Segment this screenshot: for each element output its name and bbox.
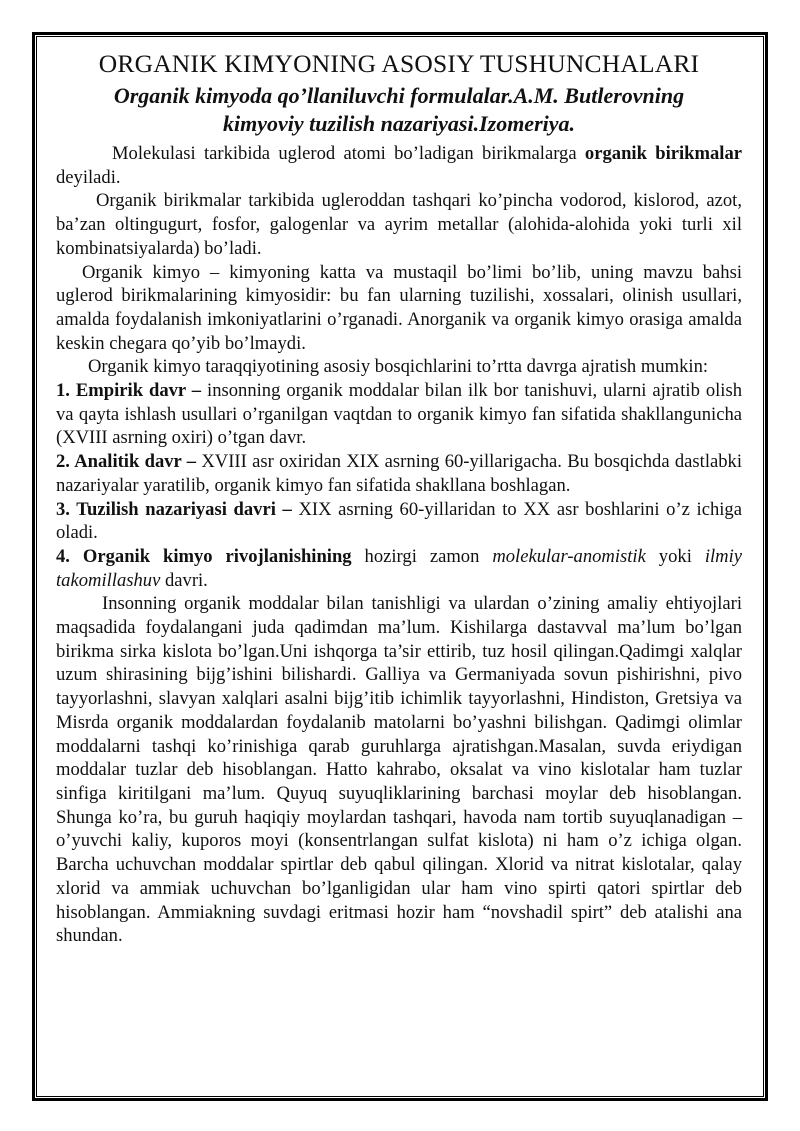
- period-4-heading: 4. Organik kimyo rivojlanishining: [56, 545, 352, 567]
- period-1-text: insonning organik moddalar bilan ilk bor tanishuvi, ularni ajratib olish va qayta ishlash usullari o’rganilgan vaqtdan to organik kimyo fan sifatida shakllangunicha (XVIII asrning oxiri) o’tgan davr.: [56, 380, 743, 449]
- period-3-item: [56, 498, 742, 545]
- definition-term: organik birikmalar: [584, 143, 742, 164]
- period-4-text-3: davri.: [160, 569, 208, 591]
- period-3-heading: 3. Tuzilish nazariyasi davri –: [56, 498, 292, 520]
- period-2-heading: 2. Analitik davr –: [56, 451, 197, 473]
- period-3-text: XIX asrning 60-yillaridan to XX asr boshlarini o’z ichiga oladi.: [56, 498, 742, 544]
- subtitle-line-1: Organik kimyoda qo’llaniluvchi formulalar.A.M. Butlerovning: [113, 83, 685, 108]
- period-1-item: [56, 379, 742, 450]
- paragraph-definition: [56, 142, 742, 189]
- period-4-text-1: hozirgi zamon: [351, 545, 493, 567]
- period-4-item: [56, 545, 742, 592]
- period-2-text: XVIII asr oxiridan XIX asrning 60-yillarigacha. Bu bosqichda dastlabki nazariyalar yaratilib, organik kimyo fan sifatida shakllana boshlagan.: [56, 451, 743, 496]
- period-2-item: [56, 450, 742, 497]
- definition-text-1: Molekulasi tarkibida uglerod atomi bo’ladigan birikmalarga: [112, 143, 585, 164]
- paragraph-composition: Organik birikmalar tarkibida ugleroddan tashqari ko’pincha vodorod, kislorod, azot, ba’zan oltingugurt, fosfor, galogenlar va ayrim metallar (alohida-alohida yoki turli xil kombinatsiyalarda) bo’ladi.: [56, 190, 742, 259]
- period-4-italic-1: molekular-anomistik: [492, 545, 646, 567]
- paragraph-stages-intro: Organik kimyo taraqqiyotining asosiy bosqichlarini to’rtta davrga ajratish mumkin:: [88, 356, 709, 378]
- document-body: [56, 44, 742, 948]
- definition-text-2: deyiladi.: [56, 166, 121, 188]
- period-1-heading: 1. Empirik davr –: [56, 380, 202, 402]
- subtitle-line-2: kimyoviy tuzilish nazariyasi.Izomeriya.: [222, 111, 576, 136]
- period-4-italic-2: ilmiy takomillashuv: [56, 545, 742, 591]
- page-title: ORGANIK KIMYONING ASOSIY TUSHUNCHALARI: [98, 49, 700, 78]
- paragraph-history: Insonning organik moddalar bilan tanishligi va ulardan o’zining amaliy ehtiyojlari maqsadida foydalangani juda qadimdan ma’lum. Kishilarga dastavval ma’lum bo’lgan birikma sirka kislota bo’lgan.Uni ishqorga ta’sir ettirib, tuz hosil qilingan.Qadimgi xalqlar uzum shirasining bijg’ishini bilishardi. Galliya va Germaniyada sovun pishirishni, pivo tayyorlashni, slavyan xalqlari asalni bijg’itib ichimlik tayyorlashni, Hindiston, Gretsiya va Misrda organik moddalardan foydalanib matolarni bo’yashni bilishgan. Qadimgi olimlar moddalarni tashqi ko’rinishiga qarab guruhlarga ajratishgan.Masalan, suvda eriydigan moddalar tuzlar deb hisoblangan. Hatto kahrabo, oksalat va vino kislotalar ham tuzlar sinfiga kiritilgani ma’lum. Quyuq suyuqliklarining barchasi moylar deb hisoblangan. Shunga ko’ra, bu guruh haqiqiy moylardan tashqari, havoda nam tortib suyuqlanadigan – o’yuvchi kaliy, kuporos moyi (konsentrlangan sulfat kislota) ni ham o’z ichiga olgan. Barcha uchuvchan moddalar spirtlar deb qabul qilingan. Xlorid va nitrat kislotalar, qalay xlorid va ammiak uchuvchan bo’lganligidan ular ham vino spirti qatori spirtlar deb hisoblangan. Ammiakning suvdagi eritmasi hozir ham “novshadil spirt” deb atalishi ana shundan.: [56, 593, 742, 947]
- period-4-text-2: yoki: [645, 545, 705, 567]
- paragraph-organic-chemistry: Organik kimyo – kimyoning katta va mustaqil bo’limi bo’lib, uning mavzu bahsi uglerod birikmalarining kimyosidir: bu fan ularning tuzilishi, xossalari, olinish usullari, amalda foydalanish imkoniyatlarini o’rganadi. Anorganik va organik kimyo orasiga amalda keskin chegara qo’yib bo’lmaydi.: [56, 261, 742, 354]
- page-subtitle: [56, 82, 742, 138]
